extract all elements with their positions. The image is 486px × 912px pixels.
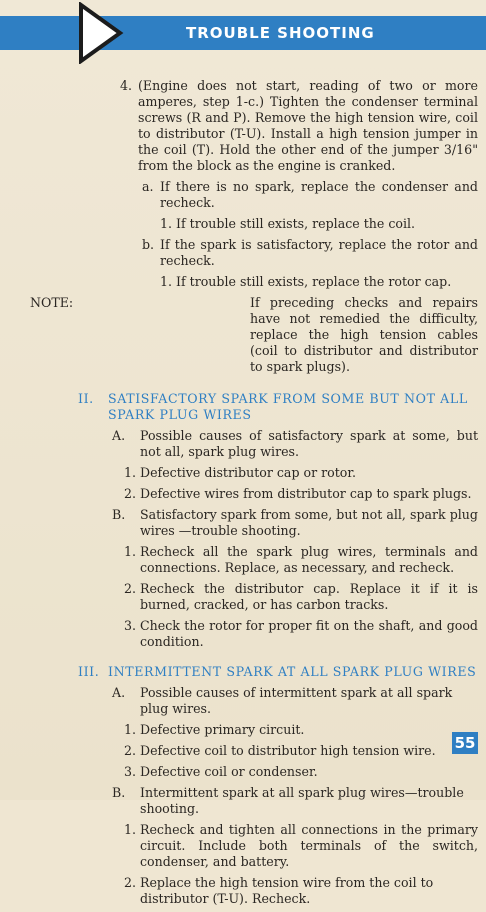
play-arrow-icon — [78, 2, 124, 64]
section-iii-b-2 — [78, 875, 478, 907]
section-ii-heading — [78, 391, 478, 423]
step-4b — [78, 237, 478, 269]
section-iii-a-1 — [78, 722, 478, 738]
step-letter: b. — [142, 237, 155, 252]
item-letter: A. — [112, 685, 126, 700]
step-4 — [78, 78, 478, 174]
item-text: Recheck and tighten all connections in the primary circuit. Include both terminals of the switch, condenser, and battery. — [140, 822, 478, 869]
note-text: If preceding checks and repairs have not remedied the difficulty, replace the high tension cables (coil to distributor and distributor to spark plugs). — [250, 295, 478, 374]
step-number: 1. — [160, 274, 173, 289]
item-text: Check the rotor for proper fit on the shaft, and good condition. — [140, 618, 478, 649]
section-ii-a-2 — [78, 486, 478, 502]
page-title: TROUBLE SHOOTING — [186, 24, 375, 42]
step-text: If the spark is satisfactory, replace the rotor and recheck. — [160, 237, 478, 268]
item-letter: A. — [112, 428, 126, 443]
section-iii-a-2 — [78, 743, 478, 759]
section-title: SATISFACTORY SPARK FROM SOME BUT NOT ALL SPARK PLUG WIRES — [108, 391, 468, 422]
item-text: Possible causes of intermittent spark at all spark plug wires. — [140, 685, 453, 716]
section-iii-b-1 — [78, 822, 478, 870]
item-text: Defective coil or condenser. — [140, 764, 318, 779]
item-number: 1. — [124, 722, 137, 737]
step-text: If trouble still exists, replace the rotor cap. — [176, 274, 452, 289]
step-4a-1 — [78, 216, 478, 232]
note-label: NOTE: — [30, 295, 74, 310]
section-ii-b — [78, 507, 478, 539]
step-number: 4. — [120, 78, 133, 93]
section-iii-heading — [78, 664, 478, 680]
step-number: 1. — [160, 216, 173, 231]
step-text: (Engine does not start, reading of two or more amperes, step 1-c.) Tighten the condenser terminal screws (R and P). Remove the high tension wire, coil to distributor (T-U). Install a high tension jumper in the coil (T). Hold the other end of the jumper 3/16" from the block as the engine is cranked. — [138, 78, 478, 173]
item-number: 2. — [124, 486, 137, 501]
item-number: 3. — [124, 618, 137, 633]
section-title: INTERMITTENT SPARK AT ALL SPARK PLUG WIRES — [108, 664, 477, 679]
item-number: 1. — [124, 822, 137, 837]
section-iii-a — [78, 685, 478, 717]
item-letter: B. — [112, 507, 126, 522]
section-ii-a — [78, 428, 478, 460]
note — [30, 295, 478, 375]
section-iii-a-3 — [78, 764, 478, 780]
item-text: Defective coil to distributor high tension wire. — [140, 743, 436, 758]
section-number: III. — [78, 664, 100, 679]
step-text: If there is no spark, replace the condenser and recheck. — [160, 179, 478, 210]
item-number: 1. — [124, 544, 137, 559]
section-number: II. — [78, 391, 94, 406]
item-text: Possible causes of satisfactory spark at some, but not all, spark plug wires. — [140, 428, 478, 459]
section-ii-a-1 — [78, 465, 478, 481]
item-text: Defective distributor cap or rotor. — [140, 465, 356, 480]
item-number: 2. — [124, 581, 137, 596]
page-content — [30, 78, 478, 912]
step-letter: a. — [142, 179, 154, 194]
page-number: 55 — [452, 732, 478, 754]
item-text: Replace the high tension wire from the coil to distributor (T-U). Recheck. — [140, 875, 434, 906]
section-ii-b-3 — [78, 618, 478, 650]
section-ii-b-2 — [78, 581, 478, 613]
item-number: 2. — [124, 743, 137, 758]
step-4a — [78, 179, 478, 211]
item-text: Recheck the distributor cap. Replace it if it is burned, cracked, or has carbon tracks. — [140, 581, 478, 612]
step-text: If trouble still exists, replace the coil. — [176, 216, 416, 231]
step-4b-1 — [78, 274, 478, 290]
item-number: 2. — [124, 875, 137, 890]
item-text: Defective wires from distributor cap to spark plugs. — [140, 486, 472, 501]
item-number: 3. — [124, 764, 137, 779]
item-number: 1. — [124, 465, 137, 480]
item-text: Satisfactory spark from some, but not all, spark plug wires —trouble shooting. — [140, 507, 478, 538]
item-text: Intermittent spark at all spark plug wires—trouble shooting. — [140, 785, 464, 816]
item-text: Recheck all the spark plug wires, terminals and connections. Replace, as necessary, and recheck. — [140, 544, 478, 575]
item-letter: B. — [112, 785, 126, 800]
section-iii-b — [78, 785, 478, 817]
section-ii-b-1 — [78, 544, 478, 576]
item-text: Defective primary circuit. — [140, 722, 305, 737]
